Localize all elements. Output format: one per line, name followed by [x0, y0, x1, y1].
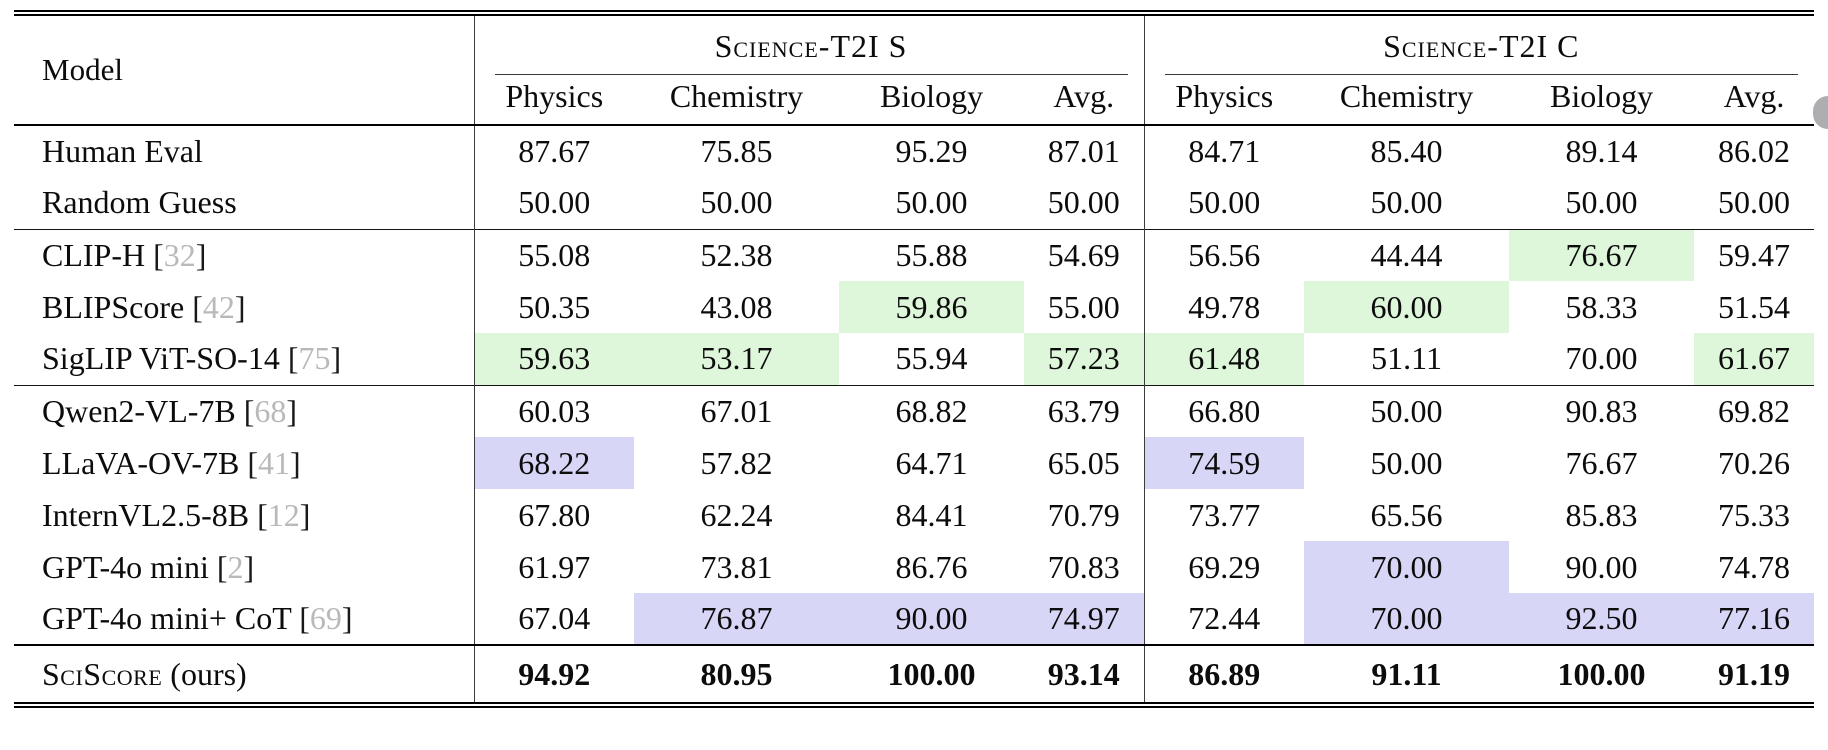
value-cell: 54.69 — [1024, 229, 1144, 281]
column-header-physics: Physics — [505, 78, 604, 114]
column-header-avg: Avg. — [1723, 78, 1785, 114]
model-column-header: Model — [14, 13, 474, 125]
value-cell: 85.83 — [1565, 496, 1638, 533]
value-cell: 75.85 — [700, 133, 773, 169]
value-cell: 91.19 — [1694, 645, 1814, 705]
value-cell: 75.33 — [1718, 496, 1791, 533]
column-header-chemistry: Chemistry — [669, 78, 804, 114]
value-cell: 51.11 — [1371, 340, 1442, 377]
value-cell: 63.79 — [1024, 385, 1144, 437]
column-header-avg: Avg. — [1053, 78, 1115, 114]
value-cell: 76.67 — [1565, 444, 1638, 481]
model-name: Random Guess — [42, 184, 237, 221]
group-header-science-t2i-s — [474, 13, 1144, 75]
model-name: Human Eval — [42, 133, 203, 169]
value-cell: 85.40 — [1370, 133, 1443, 169]
value-cell: 64.71 — [895, 444, 968, 481]
model-name-cell — [14, 645, 474, 705]
model-name-cell — [14, 125, 474, 177]
value-cell: 55.00 — [1024, 281, 1144, 333]
value-cell: 62.24 — [700, 496, 773, 533]
value-cell: 68.22 — [474, 437, 634, 489]
value-cell: 74.78 — [1718, 548, 1791, 585]
value-cell: 74.97 — [1024, 593, 1144, 645]
model-name: CLIP-H — [42, 236, 146, 273]
value-cell: 86.76 — [895, 548, 968, 585]
value-cell: 76.87 — [634, 593, 839, 645]
section-vlm-models — [14, 385, 1814, 645]
section-baselines — [14, 125, 1814, 229]
value-cell: 92.50 — [1509, 593, 1694, 645]
table-row — [14, 177, 1814, 229]
citation: [75] — [279, 340, 342, 377]
citation: [42] — [184, 288, 246, 325]
value-cell: 74.59 — [1144, 437, 1304, 489]
value-cell: 68.82 — [839, 385, 1024, 437]
model-name-cell — [14, 437, 474, 489]
table-row — [14, 333, 1814, 385]
value-cell: 61.48 — [1144, 333, 1304, 385]
value-cell: 44.44 — [1304, 229, 1509, 281]
value-cell: 43.08 — [700, 288, 773, 325]
value-cell: 51.54 — [1718, 288, 1791, 325]
citation: [69] — [291, 600, 353, 636]
value-cell: 86.02 — [1718, 133, 1791, 169]
value-cell: 90.00 — [839, 593, 1024, 645]
results-table — [14, 10, 1814, 708]
value-cell: 50.00 — [1565, 184, 1638, 221]
value-cell: 65.05 — [1024, 437, 1144, 489]
citation: [41] — [239, 444, 301, 481]
value-cell: 70.00 — [1565, 340, 1638, 377]
model-name-suffix: (ours) — [162, 655, 247, 692]
value-cell: 61.97 — [518, 548, 591, 585]
model-name-cell — [14, 281, 474, 333]
citation: [68] — [235, 392, 298, 429]
value-cell: 57.23 — [1024, 333, 1144, 385]
table-row — [14, 437, 1814, 489]
value-cell: 80.95 — [634, 645, 839, 705]
model-name-cell — [14, 593, 474, 645]
value-cell: 53.17 — [634, 333, 839, 385]
value-cell: 56.56 — [1144, 229, 1304, 281]
value-cell: 90.83 — [1509, 385, 1694, 437]
citation: [12] — [249, 496, 311, 533]
value-cell: 87.01 — [1024, 125, 1144, 177]
value-cell: 93.14 — [1024, 645, 1144, 705]
value-cell: 50.00 — [1304, 385, 1509, 437]
model-name: BLIPScore — [42, 288, 185, 325]
value-cell: 66.80 — [1144, 385, 1304, 437]
value-cell: 65.56 — [1370, 496, 1443, 533]
value-cell: 50.00 — [1718, 184, 1791, 221]
table-row — [14, 593, 1814, 645]
column-header-biology: Biology — [1549, 78, 1654, 114]
value-cell: 70.26 — [1718, 444, 1791, 481]
table-row — [14, 281, 1814, 333]
value-cell: 100.00 — [1509, 645, 1694, 705]
value-cell: 60.03 — [474, 385, 634, 437]
value-cell: 50.00 — [1024, 177, 1144, 229]
table-row — [14, 541, 1814, 593]
value-cell: 73.77 — [1188, 496, 1261, 533]
value-cell: 70.00 — [1304, 541, 1509, 593]
value-cell: 49.78 — [1188, 288, 1261, 325]
value-cell: 55.88 — [839, 229, 1024, 281]
model-name-cell — [14, 489, 474, 541]
citation: [2] — [208, 548, 255, 585]
column-header-biology: Biology — [879, 78, 984, 114]
group-label-s: Science-T2I S — [495, 22, 1128, 75]
model-name: GPT-4o mini+ CoT — [42, 600, 292, 636]
value-cell: 90.00 — [1565, 548, 1638, 585]
value-cell: 94.92 — [474, 645, 634, 705]
column-header-chemistry: Chemistry — [1339, 78, 1474, 114]
value-cell: 67.04 — [518, 600, 591, 636]
model-name: SciScore — [42, 655, 163, 692]
value-cell: 69.82 — [1694, 385, 1814, 437]
value-cell: 87.67 — [518, 133, 591, 169]
value-cell: 58.33 — [1565, 288, 1638, 325]
group-header-row — [14, 13, 1814, 75]
value-cell: 52.38 — [634, 229, 839, 281]
value-cell: 61.67 — [1694, 333, 1814, 385]
table-row — [14, 125, 1814, 177]
value-cell: 55.94 — [895, 340, 968, 377]
value-cell: 50.00 — [1188, 184, 1261, 221]
model-name-cell — [14, 333, 474, 385]
value-cell: 67.01 — [634, 385, 839, 437]
group-header-science-t2i-c — [1144, 13, 1814, 75]
value-cell: 95.29 — [895, 133, 968, 169]
value-cell: 70.79 — [1024, 489, 1144, 541]
value-cell: 50.35 — [518, 288, 591, 325]
value-cell: 77.16 — [1694, 593, 1814, 645]
section-clip-based-models — [14, 229, 1814, 385]
table-row — [14, 645, 1814, 705]
value-cell: 50.00 — [895, 184, 968, 221]
value-cell: 59.86 — [839, 281, 1024, 333]
value-cell: 91.11 — [1304, 645, 1509, 705]
value-cell: 59.47 — [1694, 229, 1814, 281]
value-cell: 50.00 — [700, 184, 773, 221]
model-name: SigLIP ViT-SO-14 — [42, 340, 280, 377]
table-header — [14, 13, 1814, 125]
value-cell: 50.00 — [1370, 444, 1443, 481]
value-cell: 72.44 — [1188, 600, 1261, 636]
value-cell: 86.89 — [1144, 645, 1304, 705]
value-cell: 70.00 — [1304, 593, 1509, 645]
value-cell: 60.00 — [1304, 281, 1509, 333]
value-cell: 50.00 — [1370, 184, 1443, 221]
value-cell: 84.71 — [1188, 133, 1261, 169]
model-name-cell — [14, 229, 474, 281]
table-row — [14, 229, 1814, 281]
value-cell: 67.80 — [518, 496, 591, 533]
column-header-physics: Physics — [1144, 75, 1304, 125]
value-cell: 57.82 — [700, 444, 773, 481]
edge-handle[interactable] — [1813, 96, 1828, 129]
value-cell: 70.83 — [1024, 541, 1144, 593]
model-name: InternVL2.5-8B — [42, 496, 250, 533]
model-name-cell — [14, 541, 474, 593]
model-name: Qwen2-VL-7B — [42, 392, 236, 429]
value-cell: 59.63 — [474, 333, 634, 385]
value-cell: 50.00 — [518, 184, 591, 221]
model-name: GPT-4o mini — [42, 548, 209, 585]
value-cell: 89.14 — [1565, 133, 1638, 169]
model-name-cell — [14, 177, 474, 229]
table-row — [14, 385, 1814, 437]
model-name: LLaVA-OV-7B — [42, 444, 240, 481]
table-row — [14, 489, 1814, 541]
section-ours — [14, 645, 1814, 705]
value-cell: 84.41 — [895, 496, 968, 533]
model-name-cell — [14, 385, 474, 437]
citation: [32] — [145, 236, 207, 273]
value-cell: 76.67 — [1509, 229, 1694, 281]
value-cell: 73.81 — [700, 548, 773, 585]
group-label-c: Science-T2I C — [1165, 22, 1799, 75]
value-cell: 100.00 — [839, 645, 1024, 705]
value-cell: 69.29 — [1188, 548, 1261, 585]
value-cell: 55.08 — [474, 229, 634, 281]
